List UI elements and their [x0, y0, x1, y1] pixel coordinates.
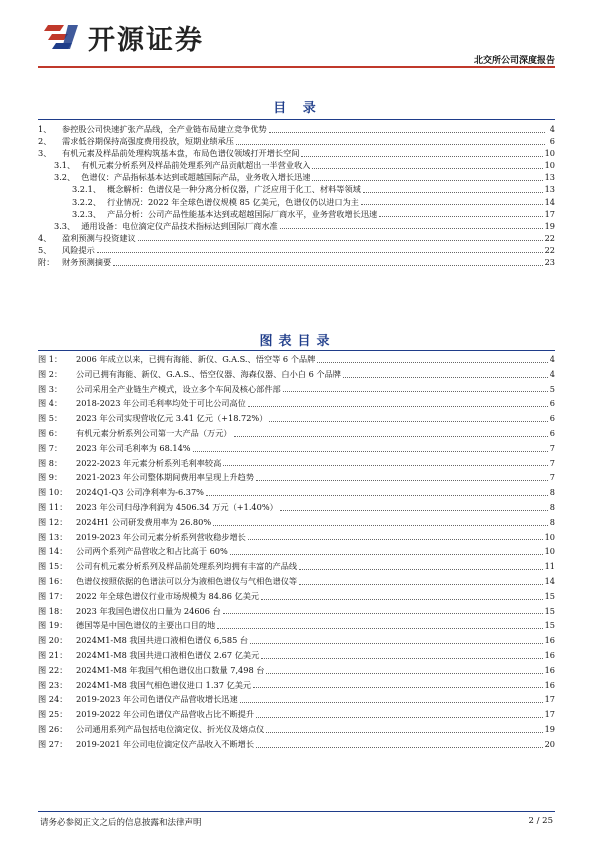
leader-dots: [312, 174, 542, 181]
figure-item[interactable]: [38, 456, 555, 471]
figure-text: 2019-2023 年公司元素分析系列营收稳步增长: [76, 531, 246, 542]
figure-number: 图 3：: [38, 383, 63, 394]
leader-dots: [248, 533, 543, 540]
figure-text: 2019-2023 年公司色谱仪产品营收增长迅速: [76, 694, 238, 705]
figure-number: 图 26：: [38, 723, 68, 734]
figure-number: 图 20：: [38, 635, 68, 646]
figure-number: 图 13：: [38, 531, 68, 542]
figure-page: 19: [544, 723, 555, 734]
leader-dots: [269, 126, 545, 133]
figure-page: 7: [549, 472, 555, 483]
toc-item-number: 1、: [38, 124, 52, 134]
figure-item[interactable]: [38, 441, 555, 456]
figure-number: 图 4：: [38, 398, 63, 409]
figure-page: 4: [549, 368, 555, 379]
figure-page: 16: [544, 679, 555, 690]
figure-page: 8: [549, 501, 555, 512]
figure-page: 7: [549, 457, 555, 468]
figure-item[interactable]: [38, 604, 555, 619]
figure-page: 16: [544, 664, 555, 675]
page-number: 2 / 25: [528, 816, 553, 826]
figures-title: 图表目录: [259, 334, 336, 349]
leader-dots: [213, 519, 548, 526]
toc-item[interactable]: [38, 183, 555, 195]
toc-item-text: 行业情况：2022 年全球色谱仪规模 85 亿美元，色谱仪仍以进口为主: [107, 196, 359, 207]
leader-dots: [343, 371, 548, 378]
toc-item-text: 参控股公司快速扩张产品线，全产业链布局建立竞争优势: [62, 124, 267, 134]
figure-item[interactable]: [38, 411, 555, 426]
leader-dots: [280, 504, 548, 511]
leader-dots: [256, 711, 543, 718]
figure-text: 色谱仪按照依据的色谱法可以分为液相色谱仪与气相色谱仪等: [76, 575, 298, 586]
toc-item-page: 13: [544, 184, 555, 195]
toc-item-page: 19: [544, 220, 555, 231]
figure-item[interactable]: [38, 692, 555, 707]
toc-item-text: 产品分析：公司产品性能基本达到或超越国际厂商水平，业务营收增长迅速: [107, 208, 378, 219]
figure-item[interactable]: [38, 426, 555, 441]
toc-item-number: 3.2.3、: [72, 208, 102, 219]
figure-item[interactable]: [38, 678, 555, 693]
toc-item-page: 6: [549, 136, 555, 147]
leader-dots: [256, 474, 548, 481]
figures-rule: [38, 350, 555, 351]
figure-text: 2018-2023 年公司毛利率均处于可比公司高位: [76, 398, 246, 409]
brand-name: 开源证券: [88, 25, 204, 56]
figure-number: 图 8：: [38, 457, 63, 468]
figure-text: 2024M1-M8 我国气相色谱仪进口 1.37 亿美元: [76, 679, 252, 690]
leader-dots: [261, 652, 542, 659]
toc-item-text: 有机元素及样品前处理构筑基本盘，布局色谱仪领域打开增长空间: [62, 148, 300, 159]
footer-disclaimer: 请务必参阅正文之后的信息披露和法律声明: [40, 818, 202, 828]
leader-dots: [206, 489, 548, 496]
toc-item-text: 色谱仪：产品指标基本达到或超越国际产品，业务收入增长迅速: [81, 172, 311, 183]
toc-rule: [38, 119, 555, 120]
toc-item[interactable]: [38, 220, 555, 232]
figure-text: 2024M1-M8 我国共进口液相色谱仪 6,585 台: [76, 635, 249, 646]
figure-number: 图 25：: [38, 709, 68, 720]
figure-number: 图 14：: [38, 546, 68, 557]
figure-page: 15: [544, 590, 555, 601]
toc-item-page: 14: [544, 196, 555, 207]
figure-number: 图 1：: [38, 354, 63, 364]
toc-item-text: 概念解析：色谱仪是一种分离分析仪器，广泛应用于化工、材料等领域: [107, 184, 361, 195]
figure-page: 4: [549, 354, 555, 364]
figure-text: 2006 年成立以来，已拥有海能、新仪、G.A.S.、悟空等 6 个品牌: [76, 354, 316, 364]
figure-item[interactable]: [38, 352, 555, 367]
figure-text: 德国等是中国色谱仪的主要出口目的地: [76, 620, 216, 631]
figure-item[interactable]: [38, 470, 555, 485]
figures-list: [38, 352, 555, 752]
toc-item[interactable]: [38, 256, 555, 268]
leader-dots: [299, 563, 543, 570]
leader-dots: [266, 726, 542, 733]
figure-page: 7: [549, 442, 555, 453]
toc-list: [38, 123, 555, 268]
leader-dots: [113, 259, 542, 266]
leader-dots: [299, 578, 543, 585]
figure-item[interactable]: [38, 515, 555, 530]
figure-number: 图 27：: [38, 738, 68, 749]
figure-text: 有机元素分析系列公司第一大产品（万元）: [76, 427, 232, 438]
toc-item-number: 3.1、: [54, 160, 76, 171]
leader-dots: [236, 138, 545, 145]
leader-dots: [230, 548, 543, 555]
figure-text: 2024M1-M8 年我国气相色谱仪出口数量 7,498 台: [76, 664, 265, 675]
figure-page: 15: [544, 620, 555, 631]
figure-number: 图 17：: [38, 590, 68, 601]
figure-number: 图 22：: [38, 664, 68, 675]
toc-item-page: 22: [544, 232, 555, 243]
figure-text: 公司两个系列产品营收之和占比高于 60%: [76, 546, 228, 557]
figure-number: 图 15：: [38, 561, 68, 572]
figure-number: 图 21：: [38, 649, 68, 660]
leader-dots: [97, 246, 543, 253]
toc-item-number: 3.2.2、: [72, 196, 102, 207]
figure-page: 10: [544, 546, 555, 557]
figure-page: 17: [544, 694, 555, 705]
figure-text: 公司有机元素分析系列及样品前处理系列均拥有丰富的产品线: [76, 561, 298, 572]
toc-item-number: 3、: [38, 148, 52, 159]
figure-item[interactable]: [38, 722, 555, 737]
figure-text: 2022 年全球色谱仪行业市场规模为 84.86 亿美元: [76, 590, 260, 601]
figure-number: 图 18：: [38, 605, 68, 616]
figure-page: 16: [544, 635, 555, 646]
leader-dots: [253, 681, 543, 688]
toc-item[interactable]: [38, 159, 555, 171]
leader-dots: [283, 385, 548, 392]
figure-number: 图 2：: [38, 368, 63, 379]
footer-divider: [38, 811, 555, 812]
toc-item-number: 3.2.1、: [72, 184, 102, 195]
leader-dots: [256, 741, 543, 748]
figure-page: 8: [549, 487, 555, 498]
toc-item-number: 3.3、: [54, 220, 76, 231]
figure-item[interactable]: [38, 544, 555, 559]
toc-item-number: 附：: [38, 257, 55, 268]
figure-text: 2019-2021 年公司电位滴定仪产品收入不断增长: [76, 738, 255, 749]
figure-number: 图 5：: [38, 413, 63, 424]
leader-dots: [248, 400, 548, 407]
figure-item[interactable]: [38, 559, 555, 574]
toc-item[interactable]: [38, 147, 555, 159]
figure-page: 6: [549, 398, 555, 409]
toc-item-text: 财务预测摘要: [62, 257, 112, 268]
figure-item[interactable]: [38, 382, 555, 397]
figure-item[interactable]: [38, 737, 555, 752]
figure-page: 15: [544, 605, 555, 616]
leader-dots: [301, 150, 542, 157]
leader-dots: [223, 607, 543, 614]
figure-text: 2023 年公司实现营收亿元 3.41 亿元（+18.72%）: [76, 413, 268, 424]
figure-page: 6: [549, 427, 555, 438]
toc-item-page: 22: [544, 244, 555, 255]
figure-page: 14: [544, 575, 555, 586]
leader-dots: [223, 459, 547, 466]
toc-item-number: 3.2、: [54, 172, 76, 183]
figure-number: 图 6：: [38, 427, 63, 438]
figure-item[interactable]: [38, 367, 555, 382]
figure-page: 6: [549, 413, 555, 424]
leader-dots: [269, 415, 547, 422]
figure-text: 2019-2022 年公司色谱仪产品营收占比不断提升: [76, 709, 255, 720]
figure-item[interactable]: [38, 530, 555, 545]
leader-dots: [193, 445, 548, 452]
figure-number: 图 10：: [38, 487, 68, 498]
figure-page: 17: [544, 709, 555, 720]
figure-text: 2022-2023 年元素分析系列毛利率较高: [76, 457, 222, 468]
leader-dots: [250, 637, 542, 644]
logo-mark-icon: [42, 21, 82, 55]
toc-item[interactable]: [38, 244, 555, 256]
figure-page: 20: [544, 738, 555, 749]
toc-item-page: 23: [544, 257, 555, 268]
leader-dots: [138, 234, 543, 241]
figure-text: 2024M1-M8 我国共进口液相色谱仪 2.67 亿美元: [76, 649, 260, 660]
figure-page: 16: [544, 649, 555, 660]
toc-item-number: 2、: [38, 136, 52, 147]
toc-item-page: 10: [544, 160, 555, 171]
figure-item[interactable]: [38, 618, 555, 633]
leader-dots: [217, 622, 542, 629]
toc-item-page: 10: [544, 148, 555, 159]
toc-item[interactable]: [38, 208, 555, 220]
toc-item-text: 风险提示: [62, 244, 95, 255]
figure-text: 2024Q1-Q3 公司净利率为-6.37%: [76, 487, 204, 498]
figure-page: 5: [549, 383, 555, 394]
figure-item[interactable]: [38, 648, 555, 663]
toc-item[interactable]: [38, 135, 555, 147]
figure-text: 公司通用系列产品包括电位滴定仪、折光仪及熔点仪: [76, 723, 265, 734]
toc-item-number: 5、: [38, 244, 52, 255]
figure-text: 2024H1 公司研发费用率为 26.80%: [76, 516, 212, 527]
figure-item[interactable]: [38, 500, 555, 515]
figure-text: 公司采用全产业链生产模式，设立多个车间及核心部件部: [76, 383, 281, 394]
toc-item-page: 13: [544, 172, 555, 183]
toc-item[interactable]: [38, 232, 555, 244]
leader-dots: [266, 667, 542, 674]
figure-number: 图 19：: [38, 620, 68, 631]
toc-item[interactable]: [38, 123, 555, 135]
figure-text: 公司已拥有海能、新仪、G.A.S.、悟空仪器、海森仪器、白小白 6 个品牌: [76, 368, 341, 379]
report-type: 北交所公司深度报告: [473, 56, 555, 66]
toc-item-text: 有机元素分析系列及样品前处理系列产品贡献超出一半营业收入: [81, 160, 311, 171]
figure-page: 8: [549, 516, 555, 527]
leader-dots: [261, 593, 542, 600]
brand-logo: [42, 18, 204, 57]
leader-dots: [312, 162, 542, 169]
figure-number: 图 7：: [38, 442, 63, 453]
figure-item[interactable]: [38, 574, 555, 589]
leader-dots: [361, 198, 543, 205]
figure-number: 图 16：: [38, 575, 68, 586]
header-divider: [38, 66, 555, 68]
figure-number: 图 9：: [38, 472, 63, 483]
figure-text: 2023 年公司毛利率为 68.14%: [76, 442, 191, 453]
figure-text: 2023 年公司归母净利润为 4506.34 万元（+1.40%）: [76, 501, 278, 512]
toc-item-page: 17: [544, 208, 555, 219]
toc-item-page: 4: [549, 124, 555, 134]
toc-item-number: 4、: [38, 232, 52, 243]
figure-item[interactable]: [38, 633, 555, 648]
figure-item[interactable]: [38, 589, 555, 604]
toc-title: 目 录: [273, 101, 322, 116]
figure-number: 图 23：: [38, 679, 68, 690]
figure-page: 10: [544, 531, 555, 542]
figure-text: 2023 年我国色谱仪出口量为 24606 台: [76, 605, 221, 616]
leader-dots: [317, 356, 548, 363]
leader-dots: [379, 210, 542, 217]
figure-item[interactable]: [38, 707, 555, 722]
toc-item-text: 通用设备：电位滴定仪产品技术指标达到国际厂商水准: [81, 220, 278, 231]
figure-number: 图 12：: [38, 516, 68, 527]
figure-page: 11: [544, 561, 555, 572]
leader-dots: [363, 186, 543, 193]
figure-item[interactable]: [38, 396, 555, 411]
leader-dots: [280, 222, 543, 229]
leader-dots: [234, 430, 548, 437]
toc-item-text: 盈利预测与投资建议: [62, 232, 136, 243]
figure-item[interactable]: [38, 663, 555, 678]
toc-item[interactable]: [38, 171, 555, 183]
figure-item[interactable]: [38, 485, 555, 500]
figure-number: 图 11：: [38, 501, 68, 512]
leader-dots: [240, 696, 543, 703]
figure-text: 2021-2023 年公司整体期间费用率呈现上升趋势: [76, 472, 255, 483]
figure-number: 图 24：: [38, 694, 68, 705]
toc-item[interactable]: [38, 196, 555, 208]
toc-item-text: 需求低谷期保持高强度费用投放，短期业绩承压: [62, 136, 234, 147]
